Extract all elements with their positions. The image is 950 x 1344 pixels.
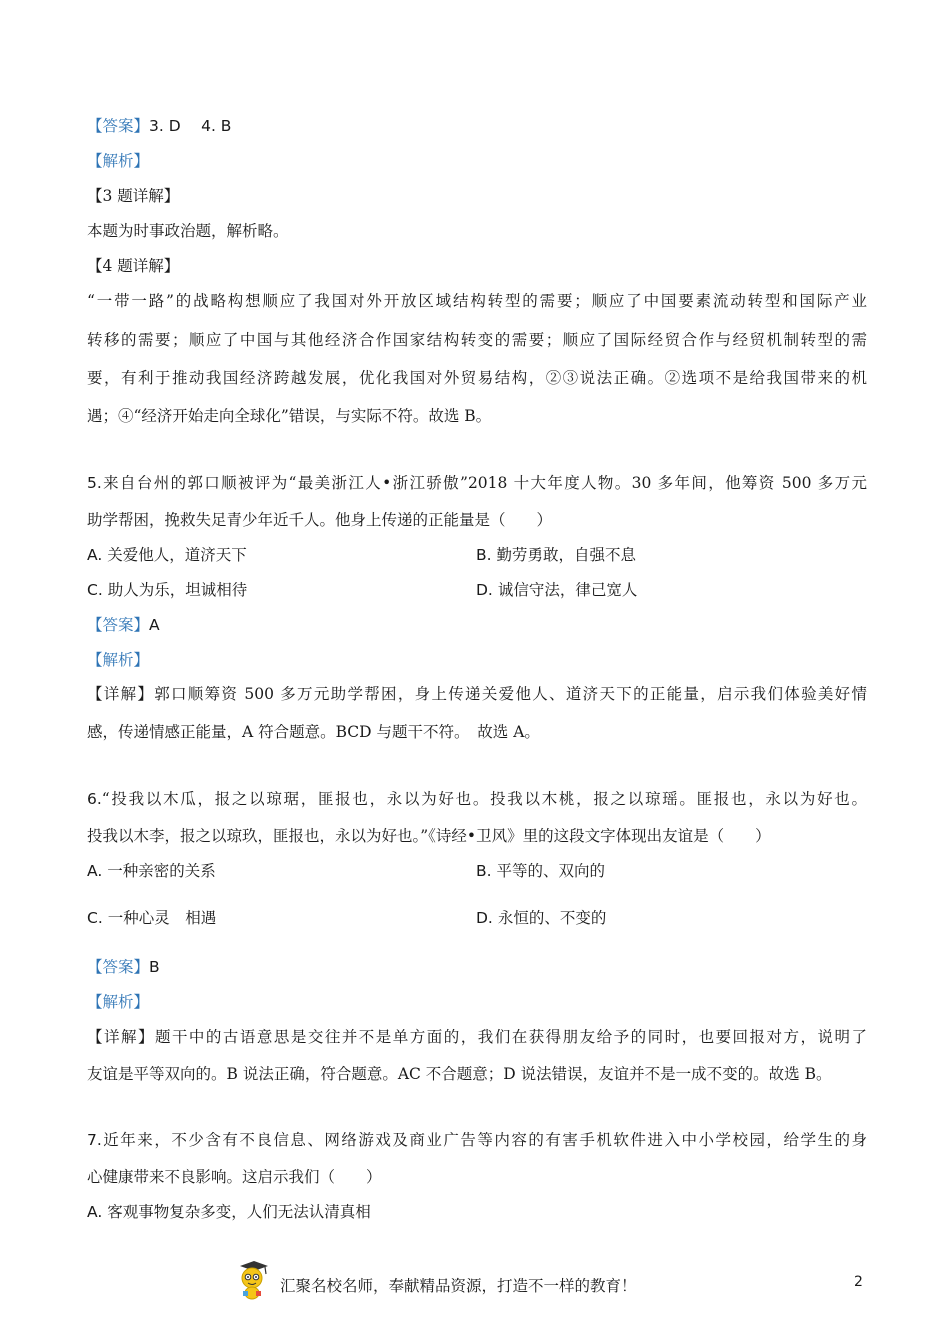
answer-tag: 【答案】 <box>87 616 150 634</box>
q4-text-line: 遇；④“经济开始走向全球化”错误，与实际不符。故选 B。 <box>87 407 492 425</box>
mascot-logo-icon <box>232 1258 272 1302</box>
q5-option-b: B. 勤劳勇敢，自强不息 <box>476 546 637 564</box>
detail-tag: 【详解】 <box>87 685 155 703</box>
q34-analysis-tag: 【解析】 <box>87 152 150 170</box>
q5-answer-line <box>87 614 160 636</box>
q6-answer-line <box>87 956 160 978</box>
q4-detail-tag: 【4 题详解】 <box>87 257 180 275</box>
q7-option-a: A. 客观事物复杂多变，人们无法认清真相 <box>87 1203 371 1221</box>
q5-detail-line: 【详解】郭口顺筹资 500 多万元助学帮困，身上传递关爱他人、道济天下的正能量，启示我们体验美好情 <box>87 685 867 703</box>
answer-value: A <box>149 616 160 634</box>
q5-analysis-tag: 【解析】 <box>87 651 150 669</box>
q5-option-c: C. 助人为乐，坦诚相待 <box>87 581 248 599</box>
q3-text: 本题为时事政治题，解析略。 <box>87 222 289 240</box>
detail-tag: 【详解】 <box>87 1028 155 1046</box>
answer-tag: 【答案】 <box>87 958 150 976</box>
q4-text-line: 要，有利于推动我国经济跨越发展，优化我国对外贸易结构，②③说法正确。②选项不是给我国带来的机 <box>87 369 867 387</box>
q6-number: 6. <box>87 790 102 808</box>
q34-answer-line <box>87 115 231 137</box>
q5-stem-line: 助学帮困，挽救失足青少年近千人。他身上传递的正能量是（ ） <box>87 511 553 529</box>
answer-value: 3. D 4. B <box>149 117 232 135</box>
q7-stem-line: 心健康带来不良影响。这启示我们（ ） <box>87 1168 382 1186</box>
q5-detail-line: 感，传递情感正能量，A 符合题意。BCD 与题干不符。 故选 A。 <box>87 723 540 741</box>
page-number: 2 <box>854 1274 863 1290</box>
q4-text-line: 转移的需要；顺应了中国与其他经济合作国家结构转变的需要；顺应了国际经贸合作与经贸机制转型的需 <box>87 331 867 349</box>
q3-detail-tag: 【3 题详解】 <box>87 187 180 205</box>
q5-number: 5. <box>87 474 102 492</box>
q6-option-a: A. 一种亲密的关系 <box>87 862 216 880</box>
q4-text-line: “一带一路”的战略构想顺应了我国对外开放区域结构转型的需要；顺应了中国要素流动转型和国际产业 <box>87 292 867 310</box>
q6-analysis-tag: 【解析】 <box>87 993 150 1011</box>
q5-stem-line: 5.来自台州的郭口顺被评为“最美浙江人•浙江骄傲”2018 十大年度人物。30 多年间，他筹资 500 多万元 <box>87 474 867 492</box>
q5-option-a: A. 关爱他人，道济天下 <box>87 546 247 564</box>
answer-value: B <box>149 958 160 976</box>
q7-number: 7. <box>87 1131 102 1149</box>
q6-stem-line: 投我以木李，报之以琼玖，匪报也，永以为好也。”《诗经•卫风》里的这段文字体现出友谊是（ ） <box>87 827 771 845</box>
q7-stem-line: 7.近年来，不少含有不良信息、网络游戏及商业广告等内容的有害手机软件进入中小学校园，给学生的身 <box>87 1131 867 1149</box>
q6-stem-line: 6.“投我以木瓜，报之以琼琚，匪报也，永以为好也。投我以木桃，报之以琼瑶。匪报也，永以为好也。 <box>87 790 867 808</box>
q6-detail-line: 友谊是平等双向的。B 说法正确，符合题意。AC 不合题意；D 说法错误，友谊并不是一成不变的。故选 B。 <box>87 1065 832 1083</box>
q6-detail-line: 【详解】题干中的古语意思是交往并不是单方面的，我们在获得朋友给予的同时，也要回报对方，说明了 <box>87 1028 867 1046</box>
q6-option-b: B. 平等的、双向的 <box>476 862 606 880</box>
q5-option-d: D. 诚信守法，律己宽人 <box>476 581 638 599</box>
answer-tag: 【答案】 <box>87 117 150 135</box>
q6-option-c: C. 一种心灵 相遇 <box>87 909 217 927</box>
q6-option-d: D. 永恒的、不变的 <box>476 909 607 927</box>
footer-slogan: 汇聚名校名师，奉献精品资源，打造不一样的教育！ <box>280 1277 637 1295</box>
